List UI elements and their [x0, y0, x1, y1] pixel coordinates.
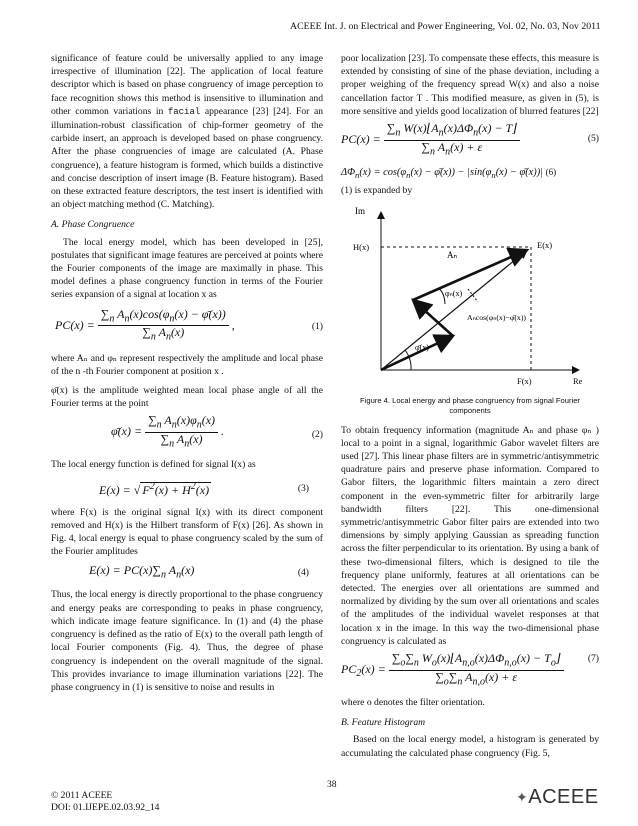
equation-body: $PC_2(x)$ = $\frac{\sum_o\sum_n W_o(x)⌊A_{n,o}(x)\Delta\Phi_{n,o}(x) - T_o⌋}{\sum_o\sum_n A_{n,o}(x) + \varepsilon}$	[341, 652, 564, 688]
equation-7	[341, 652, 599, 692]
equation-1	[51, 306, 323, 346]
paragraph: where F(x) is the original signal I(x) with its direct component removed and H(x) is the Hilbert transform of F(x) [26]. As shown in Fig. 4, local energy is equal to phase congruency scaled by the sum of the Fourier amplitudes	[51, 506, 323, 558]
paragraph: (1) is expanded by	[341, 185, 413, 197]
logo-mark-icon: ✦	[516, 789, 529, 806]
figure-4	[341, 200, 599, 390]
phasor-diagram	[341, 200, 599, 390]
page-number: 38	[327, 779, 337, 790]
right-column	[341, 52, 599, 760]
section-heading-a: A. Phase Congruence	[51, 219, 135, 231]
left-column	[51, 52, 323, 694]
equation-number: (2)	[311, 429, 323, 441]
equation-number: (1)	[311, 320, 323, 332]
equation-number: (7)	[587, 652, 599, 664]
paragraph: Thus, the local energy is directly proportional to the phase congruency and energy peaks are corresponding to peaks in phase congruency, which indicate image feature significance. In (1) and (4) the phase congruency is defined as the ratio of E(x) to the overall path length of local Fourier components (Fig. 4). Thus, the degree of phase congruency is independent on the overall magnitude of the signal. This provides invariance to image illumination variations [22]. The phase congruency in (1) is sensitive to noise and results in	[51, 589, 323, 693]
label-hx: H(x)	[353, 241, 370, 252]
copyright: © 2011 ACEEE	[51, 790, 113, 801]
paragraph: where Aₙ and φₙ represent respectively the amplitude and local phase of the n -th Fourier component at position x .	[51, 352, 323, 377]
paragraph: Based on the local energy model, a histogram is generated by accumulating the calculated phase congruency (Fig. 5,	[341, 734, 599, 759]
label-ancos: Aₙcos(φₙ(x)−φ̄(x))	[467, 312, 527, 322]
equation-5	[341, 122, 599, 162]
equation-number: (3)	[297, 482, 309, 494]
equation-number: (5)	[587, 133, 599, 145]
paragraph: The local energy function is defined for signal I(x) as	[51, 459, 256, 471]
fourier-component	[413, 300, 453, 336]
label-fx: F(x)	[517, 375, 532, 386]
text: significance of feature could be universally applied to any image irrespective of illumination [22]. The application of local feature descriptor which is based on phase congruency of image perception to face recognition shows this method is insensitive to illumination and other common variations in	[51, 53, 323, 117]
paragraph: To obtain frequency information (magnitude Aₙ and phase φₙ ) local to a point in a signal, logarithmic Gabor wavelet filters are used [27]. This linear phase filters are in symmetric/antisymmetric quadrature pairs and preserve phase information. Compared to Gabor filters, the logarithmic filters maintain a zero direct component in the even-symmetric filter for arbitrarily large bandwidth filters [22]. This one-dimensional symmetric/antisymmetric Gabor filter pairs are extended into two dimensions by simply applying Gaussian as spreading function across the filter perpendicular to its orientation. By using a bank of these two-dimensional filters, which is designed to tile the frequency plane uniformly, features at all orientations can be detected. The energies over all orientations are summed and normalized by dividing by the sum over all orientations and scales of the amplitudes of the individual wavelet responses at that location x in the image. In this way the two-dimensional phase congruency is calculated as	[341, 424, 599, 647]
equation-number: (6)	[545, 167, 557, 178]
equation-6: $\Delta\Phi_n(x) = \cos(\varphi_n(x)$ − φ̄(x)) − $|\sin(\varphi_n(x)$ − φ̄(x))| (6)	[341, 167, 557, 181]
equation-body: PC(x) = $\frac{\sum_n A_n(x)\cos(\varphi_n(x) - \varphī(x))}{\sum_n A_n(x)}$ ,	[55, 306, 235, 343]
paragraph: The local energy model, which has been developed in [25], postulates that significant image features are perceived at points where the Fourier components of the image are maximally in phase. This model defines a phase congruency function in terms of the Fourier series expansion of a signal at location x as	[51, 236, 323, 301]
journal-header: ACEEE Int. J. on Electrical and Power Engineering, Vol. 02, No. 03, Nov 2011	[290, 21, 601, 32]
equation-2	[51, 414, 323, 454]
equation-body: φ̄(x) = $\frac{\sum_n A_n(x)\varphi_n(x)}{\sum_n A_n(x)}$ .	[111, 413, 225, 450]
label-phibar: φ̄(x)	[415, 342, 429, 352]
fourier-component	[413, 250, 527, 300]
text: facial	[167, 106, 201, 117]
label-im: Im	[355, 205, 365, 216]
mean-phase-arc	[405, 350, 411, 370]
equation-3	[51, 476, 323, 502]
label-an: Aₙ	[447, 249, 458, 260]
label-re: Re	[573, 375, 583, 386]
paragraph: φ̄(x) is the amplitude weighted mean local phase angle of all the Fourier terms at the point	[51, 385, 323, 410]
paragraph	[51, 52, 323, 211]
paragraph: where o denotes the filter orientation.	[341, 696, 485, 708]
equation-4	[51, 562, 323, 584]
figure-caption: Figure 4. Local energy and phase congruency from signal Fourier components	[360, 395, 580, 415]
publisher-logo	[516, 786, 599, 808]
section-heading-b: B. Feature Histogram	[341, 717, 426, 729]
doi: DOI: 01.IJEPE.02.03.92_14	[51, 802, 160, 813]
paragraph: poor localization [23]. To compensate these effects, this measure is extended by consisting of sine of the phase deviation, including a proper weighing of the frequency spread W(x) and also a noise cancellation factor T . This modified measure, as given in (5), is more sensitive and yields good localization of blurred features [22]	[341, 53, 599, 117]
text: appearance [23] [24]. For an illumination-robust classification of chip-former geometry of the carbide insert, an approach is developed based on phase congruency. After the phase congruencies of image are calculated (A. Phase congruence), a feature histogram is formed, which builds a distinctive and concise description of insert image (B. Feature histogram). Based on these extracted feature descriptors, the test insert is identified with an object matching method (C. Matching).	[51, 105, 323, 211]
equation-number: (4)	[297, 567, 309, 579]
label-ex: E(x)	[537, 239, 553, 250]
logo-text: ACEEE	[528, 786, 599, 808]
energy-vector	[381, 250, 527, 370]
footer-left	[51, 790, 159, 814]
equation-body: $E(x) = PC(x)\sum_n$ $A_n(x)$	[89, 563, 195, 581]
label-phin: φₙ(x)	[445, 288, 463, 298]
equation-body: PC(x) = $\frac{\sum_n W(x)⌊A_n(x)\Delta\Phi_n(x) - T⌋}{\sum_n A_n(x) + \varepsilon}$	[341, 122, 520, 158]
equation-body: E(x) = √ $F^2(x) + H^2(x)$	[99, 480, 210, 497]
